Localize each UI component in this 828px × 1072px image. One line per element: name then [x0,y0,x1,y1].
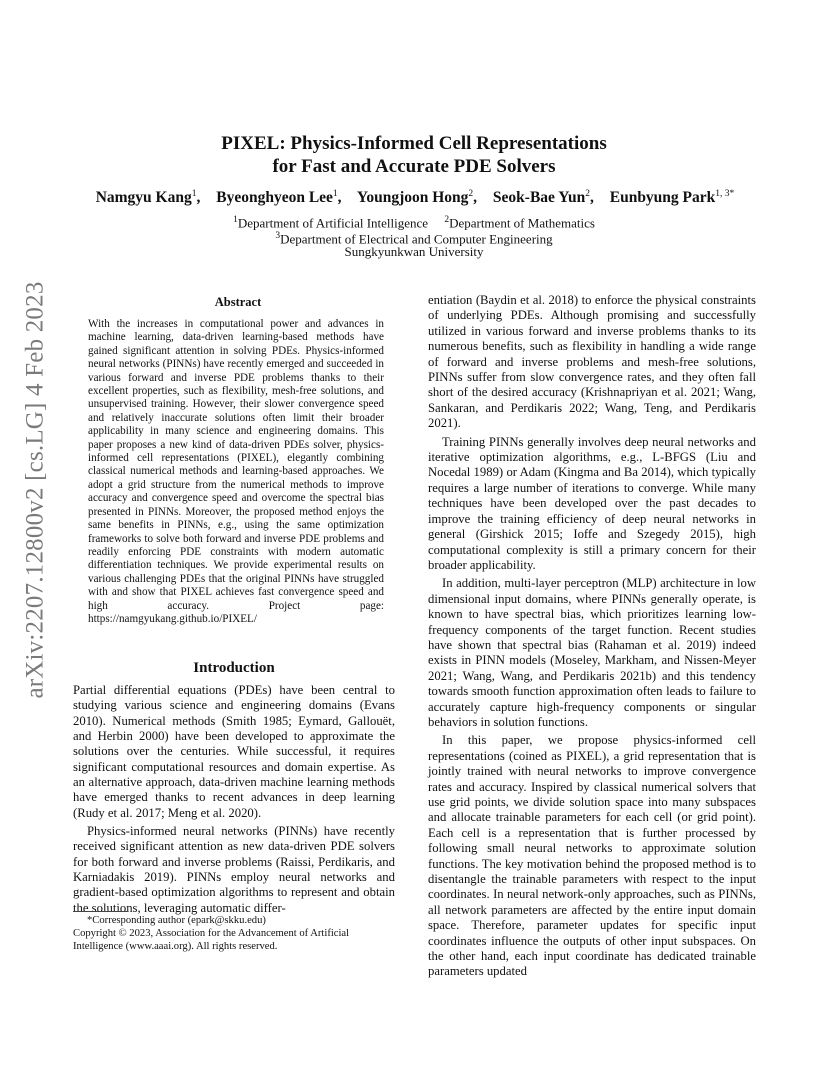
corresponding-author-note: *Corresponding author (epark@skku.edu) [87,915,266,926]
author-name: Youngjoon Hong [356,189,469,207]
paragraph: In this paper, we propose physics-informed cell representations (coined as PIXEL), a grid representation that is jointly trained with neural networks to improve convergence rates and accuracy. Inspired by classical numerical solvers that use grid points, we divide solution space into many subspaces and allocate trainable parameters for each cell (or grid point). Each cell is a representation that is further processed by following small neural networks to approximate solution functions. The key motivation behind the proposed method is to disentangle the trainable parameters with respect to the input coordinates. In neural network-only approaches, such as PINNs, all network parameters are affected by the entire input domain space. Therefore, parameter updates for specific input coordinates influence the outputs of other input subspaces. On the other hand, each input coordinate has dedicated trainable parameters updated [428,733,756,979]
footnote-rule [73,911,128,912]
affiliation-mark: 1 [233,215,238,225]
paragraph: Training PINNs generally involves deep neural networks and iterative optimization algorithms, e.g., L-BFGS (Liu and Nocedal 1989) or Adam (Kingma and Ba 2014), which typically requires a large number of iterations to converge. While many techniques have been developed over the past decades to improve the training efficiency of deep neural networks in general (Girshick 2015; Ioffe and Szegedy 2015), high computational complexity is still a primary concern for their broader applicability. [428,434,756,572]
paper-title [150,132,678,178]
paragraph: Physics-informed neural networks (PINNs) have recently received significant attention as new data-driven PDE solvers for both forward and inverse problems (Raissi, Perdikaris, and Karniadakis 2019). PINNs employ neural networks and gradient-based optimization algorithms to represent and obtain the solutions, leveraging automatic differ- [73,824,395,915]
copyright-note: Copyright © 2023, Association for the Advancement of Artificial Intelligence (www.aaai.org). All rights reserved. [73,928,350,952]
paragraph: entiation (Baydin et al. 2018) to enforce the physical constraints of underlying PDEs. Although promising and successfully utilized in various forward and inverse problems thanks to its numerous benefits, such as flexibility in handling a wide range of forward and inverse problems and mesh-free solutions, PINNs suffer from slow convergence rates, and they often fall short of the desired accuracy (Krishnapriyan et al. 2021; Wang, Sankaran, and Perdikaris 2022; Wang, Teng, and Perdikaris 2021). [428,293,756,431]
affiliation-university: Sungkyunkwan University [344,244,484,259]
author-name: Namgyu Kang [95,189,192,207]
author-affiliation-mark: 1 [191,189,197,199]
title-line-1: PIXEL: Physics-Informed Cell Representations [221,133,607,154]
title-line-2: for Fast and Accurate PDE Solvers [272,156,556,177]
author-list: Namgyu Kang$^1$, Byeonghyeon Lee$^1$, Youngjoon Hong$^2$, Seok-Bae Yun$^2$, Eunbyung Park$^{1, 3*}$ [95,189,735,207]
author-name: Seok-Bae Yun [492,189,586,207]
affiliation-mark: 2 [444,215,450,225]
affiliation-math: Department of Mathematics [449,215,595,231]
affiliation-ai: Department of Artificial Intelligence [237,215,429,231]
affiliation-line-1 [150,213,678,230]
left-column-body [73,683,395,916]
affiliation-ece: Department of Electrical and Computer Engineering [280,231,553,247]
paragraph: In addition, multi-layer perceptron (MLP) architecture in low dimensional input domains, where PINNs generally operate, is known to have spectral bias, which prioritizes learning low-frequency components of the target function. Recent studies have shown that spectral bias (Rahaman et al. 2019) indeed exists in PINN models (Moseley, Markham, and Nissen-Meyer 2021; Wang, Wang, and Perdikaris 2021b) and this tendency towards smooth function approximation often leads to failure to accurately capture high-frequency components or singular behaviors in solution functions. [428,576,756,729]
introduction-heading: Introduction [193,660,275,676]
footnote [73,914,395,953]
author-affiliation-mark: 1, 3* [715,189,735,199]
abstract-text: With the increases in computational power and advances in machine learning, data-driven learning-based methods have gained significant attention in solving PDEs. Physics-informed neural networks (PINNs) have recently emerged and succeeded in various forward and inverse PDE problems thanks to their excellent properties, such as flexibility, mesh-free solutions, and unsupervised training. However, their slower convergence speed and relatively inaccurate solutions often limit their broader applicability in many science and engineering domains. This paper proposes a new kind of data-driven PDEs solver, physics-informed cell representations (PIXEL), elegantly combining classical numerical methods and learning-based approaches. We adopt a grid structure from the numerical methods to improve accuracy and convergence speed and overcome the spectral bias presented in PINNs. Moreover, the proposed method enjoys the same benefits in PINNs, e.g., using the same optimization frameworks to solve both forward and inverse PDE problems and readily enforcing PDE constraints with modern automatic differentiation techniques. We provide experimental results on various challenging PDEs that the original PINNs have struggled with and show that PIXEL achieves fast convergence speed and high accuracy. Project page: https://namgyukang.github.io/PIXEL/ [88,318,384,625]
right-column-body [428,293,756,980]
arxiv-sidebar-stamp [18,281,54,699]
author-name: Byeonghyeon Lee [216,189,333,207]
abstract-heading: Abstract [214,295,262,309]
author-affiliation-mark: 2 [468,189,474,199]
author-name: Eunbyung Park [609,189,716,207]
author-affiliation-mark: 1 [332,189,338,199]
author-affiliation-mark: 2 [585,189,590,199]
affiliation-mark: 3 [275,231,281,241]
arxiv-identifier: arXiv:2207.12800v2 [cs.LG] 4 Feb 2023 [22,281,50,699]
paragraph: Partial differential equations (PDEs) have been central to studying various science and engineering domains (Evans 2010). Numerical methods (Smith 1985; Eymard, Gallouët, and Herbin 2000) have been developed to approximate the solutions over the centuries. While successful, it requires significant computational resources and domain expertise. As an alternative approach, data-driven machine learning methods have emerged thanks to recent advances in deep learning (Rudy et al. 2017; Meng et al. 2020). [73,683,395,820]
